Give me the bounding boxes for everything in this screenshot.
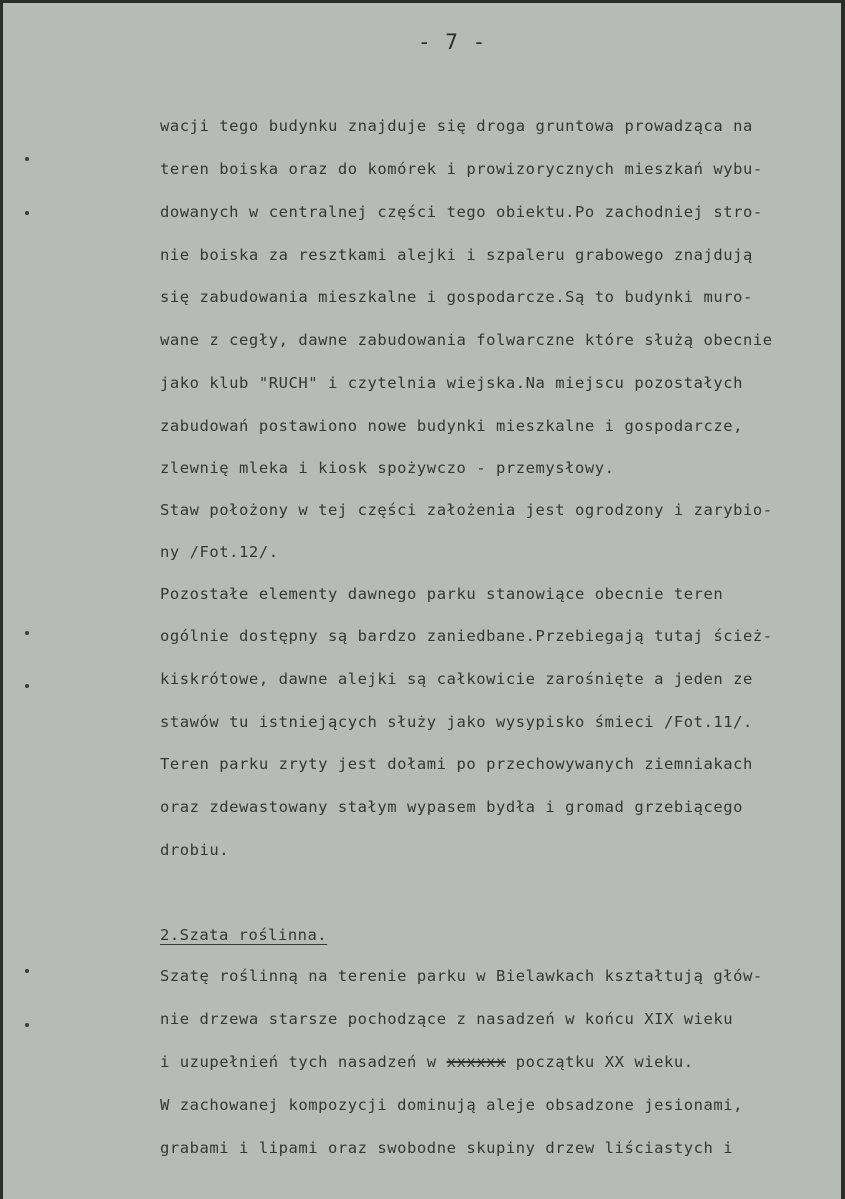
- text-line: jako klub "RUCH" i czytelnia wiejska.Na miejscu pozostałych: [160, 374, 744, 392]
- struck-out-text: xxxxxx: [446, 1053, 506, 1071]
- scan-border-left: [0, 0, 3, 1199]
- scan-border-right: [841, 0, 845, 1199]
- section-heading: 2.Szata roślinna.: [160, 926, 328, 944]
- text-line: się zabudowania mieszkalne i gospodarcze.Są to budynki muro-: [160, 288, 753, 306]
- text-segment: początku XX wieku.: [505, 1053, 694, 1071]
- text-line: dowanych w centralnej części tego obiektu.Po zachodniej stro-: [160, 203, 763, 221]
- text-line: W zachowanej kompozycji dominują aleje obsadzone jesionami,: [160, 1096, 744, 1114]
- scan-border-top: [0, 0, 845, 3]
- punch-hole-mark: [25, 1023, 29, 1027]
- punch-hole-mark: [25, 969, 29, 973]
- page-number: - 7 -: [418, 30, 487, 54]
- text-line: Pozostałe elementy dawnego parku stanowiące obecnie teren: [160, 585, 724, 603]
- text-line: oraz zdewastowany stałym wypasem bydła i gromad grzebiącego: [160, 798, 744, 816]
- punch-hole-mark: [25, 631, 29, 635]
- text-line: Staw położony w tej części założenia jest ogrodzony i zarybio-: [160, 501, 773, 519]
- text-line: stawów tu istniejących służy jako wysypisko śmieci /Fot.11/.: [160, 713, 753, 731]
- text-line: Szatę roślinną na terenie parku w Bielawkach kształtują głów-: [160, 967, 763, 985]
- text-line: zlewnię mleka i kiosk spożywczo - przemysłowy.: [160, 459, 615, 477]
- text-line: ny /Fot.12/.: [160, 543, 279, 561]
- text-line: nie boiska za resztkami alejki i szpaleru grabowego znajdują: [160, 246, 753, 264]
- text-line: drobiu.: [160, 841, 230, 859]
- text-line: grabami i lipami oraz swobodne skupiny drzew liściastych i: [160, 1139, 734, 1157]
- text-line: zabudowań postawiono nowe budynki mieszkalne i gospodarcze,: [160, 417, 744, 435]
- punch-hole-mark: [25, 684, 29, 688]
- text-line: wane z cegły, dawne zabudowania folwarczne które służą obecnie: [160, 331, 773, 349]
- text-line: ogólnie dostępny są bardzo zaniedbane.Przebiegają tutaj ścież-: [160, 627, 773, 645]
- text-line: nie drzewa starsze pochodzące z nasadzeń w końcu XIX wieku: [160, 1010, 734, 1028]
- text-segment: i uzupełnień tych nasadzeń w: [160, 1053, 447, 1071]
- text-line: teren boiska oraz do komórek i prowizorycznych mieszkań wybu-: [160, 160, 763, 178]
- text-line: wacji tego budynku znajduje się droga gruntowa prowadząca na: [160, 117, 753, 135]
- punch-hole-mark: [25, 157, 29, 161]
- text-line: kiskrótowe, dawne alejki są całkowicie zarośnięte a jeden ze: [160, 670, 753, 688]
- text-line-with-strikeout: [160, 1053, 694, 1071]
- punch-hole-mark: [25, 211, 29, 215]
- text-line: Teren parku zryty jest dołami po przechowywanych ziemniakach: [160, 755, 753, 773]
